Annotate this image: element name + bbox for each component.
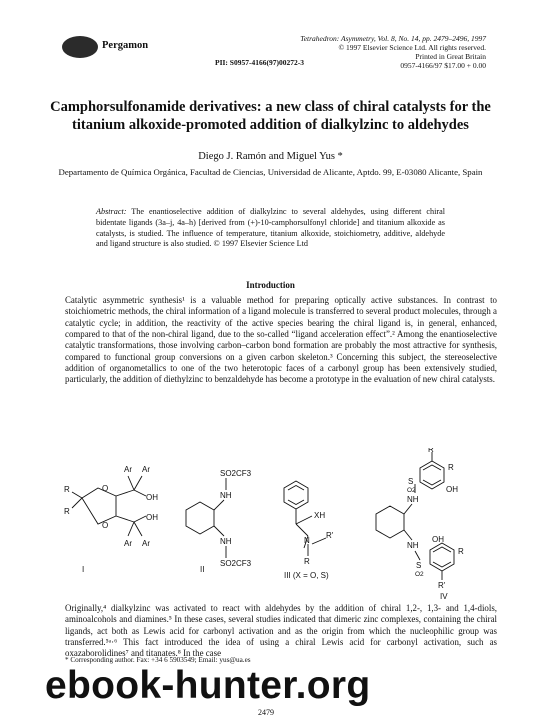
struct-iv-oh-2: OH [432, 535, 444, 544]
watermark-text: ebook-hunter.org [45, 664, 371, 707]
article-authors: Diego J. Ramón and Miguel Yus * [198, 151, 343, 162]
label-iv: IV [440, 592, 448, 600]
struct-i-ar-4: Ar [142, 539, 150, 548]
struct-iii-n: N [304, 536, 310, 545]
struct-ii-nh-1: NH [220, 491, 232, 500]
article-affiliation: Departamento de Química Orgánica, Facultad de Ciencias, Universidad de Alicante, Aptdo. 99, E-03080 Alicante, Spain [58, 167, 483, 177]
printed-line: Printed in Great Britain [415, 52, 486, 61]
label-i: I [82, 565, 85, 574]
paragraph-2: Originally,⁴ dialkylzinc was activated to react with aldehydes by the addition of chiral 1,2-, 1,3- and 1,4-diols, aminoalcohols and diamines.⁵ In these cases, several studies indicated that dimeric zinc complexes, containing the chiral ligands, act both as Lewis acid for carbonyl activation and as the origin from which the nucleophilic group was transferred.⁵ᵃ·⁶ This fact introduced the idea of using a chiral Lewis acid for carbonyl activation, such as oxazaborolidines⁷ and titanates.⁸ In the case [65, 603, 497, 659]
struct-i-ar-3: Ar [124, 539, 132, 548]
struct-ii-nh-2: NH [220, 537, 232, 546]
struct-iii-r: R [304, 557, 310, 566]
struct-i-oh-1: OH [146, 493, 158, 502]
struct-ii-so2cf3-1: SO2CF3 [220, 469, 252, 478]
section-heading: Introduction [246, 280, 295, 290]
article-title: Camphorsulfonamide derivatives: a new class of chiral catalysts for the titanium alkoxide-promoted addition of dialkylzinc to aldehydes [50, 99, 491, 133]
abstract [96, 207, 445, 250]
label-iii: III (X = O, S) [284, 571, 329, 580]
struct-ii-so2cf3-2: SO2CF3 [220, 559, 252, 568]
struct-iv-r-2: R [458, 547, 464, 556]
page-number: 2479 [258, 708, 274, 717]
struct-iii-xh: XH [314, 511, 326, 520]
struct-iii-rprime: R' [326, 531, 334, 540]
label-ii: II [200, 565, 205, 574]
struct-iv-r-1: R [448, 463, 454, 472]
price-line: 0957-4166/97 $17.00 + 0.00 [400, 61, 486, 70]
struct-i-o-2: O [102, 521, 109, 530]
struct-i-ar-2: Ar [142, 465, 150, 474]
publisher-name: Pergamon [102, 40, 149, 51]
abstract-text: The enantioselective addition of dialkylzinc to several aldehydes, using different chiral bidentate ligands (3a–j, 4a–h) [derived from (+)-10-camphorsulfonyl chloride] and titanium alkoxide as catalysts, is studied. The influence of temperature, titanium alkoxide, stoichiometry, additive, aldehyde and ligand structure is also studied. © 1997 Elsevier Science Ltd [96, 207, 445, 249]
struct-iv-o2-1: O2 [407, 487, 416, 494]
chemical-structures-figure [60, 448, 500, 600]
struct-iv-nh-2: NH [407, 541, 419, 550]
struct-i-ar-1: Ar [124, 465, 132, 474]
abstract-label: Abstract: [96, 207, 127, 216]
copyright-line: © 1997 Elsevier Science Ltd. All rights reserved. [338, 43, 486, 52]
pergamon-logo [62, 36, 98, 58]
struct-iv-s-1: S [408, 477, 414, 486]
journal-line: Tetrahedron: Asymmetry, Vol. 8, No. 14, pp. 2479–2496, 1997 [300, 34, 486, 43]
struct-iv-nh-1: NH [407, 495, 419, 504]
struct-i-r-2: R [64, 507, 70, 516]
struct-iv-s-2: S [416, 561, 422, 570]
journal-reference [300, 34, 486, 70]
struct-iv-o2-2: O2 [415, 571, 424, 578]
struct-i-oh-2: OH [146, 513, 158, 522]
struct-i-o-1: O [102, 484, 109, 493]
struct-i-r-1: R [64, 485, 70, 494]
struct-iv-oh-1: OH [446, 485, 458, 494]
footnote: * Corresponding author. Fax: +34 6 5903549; Email: yus@ua.es [65, 656, 251, 664]
struct-iv-rprime-1: R' [428, 448, 436, 454]
struct-iv-rprime-2: R' [438, 581, 446, 590]
pii-code: PII: S0957-4166(97)00272-3 [215, 58, 304, 67]
paragraph-1: Catalytic asymmetric synthesis¹ is a valuable method for preparing optically active substances. In contrast to stoichiometric methods, the chiral information of a ligand molecule is transferred to several product molecules, through a catalytic cycle; in addition, the reactivity of the active species bearing the chiral ligand is, in general, enhanced, compared to that of the non-chiral ligand, due to the so-called “ligand acceleration effect”.² Among the enantioselective catalytic transformations, those involving carbon–carbon bond formation are probably the most attractive for synthesis, compared to functional group conversions on a given carbon skeleton.³ Concerning this subject, the stereoselective addition of organometallics to one of the two heterotopic faces of a carbonyl group has been extensively studied, particularly, the addition of diethylzinc to benzaldehyde has become a prototype in the evaluation of new chiral catalysts. [65, 295, 497, 385]
